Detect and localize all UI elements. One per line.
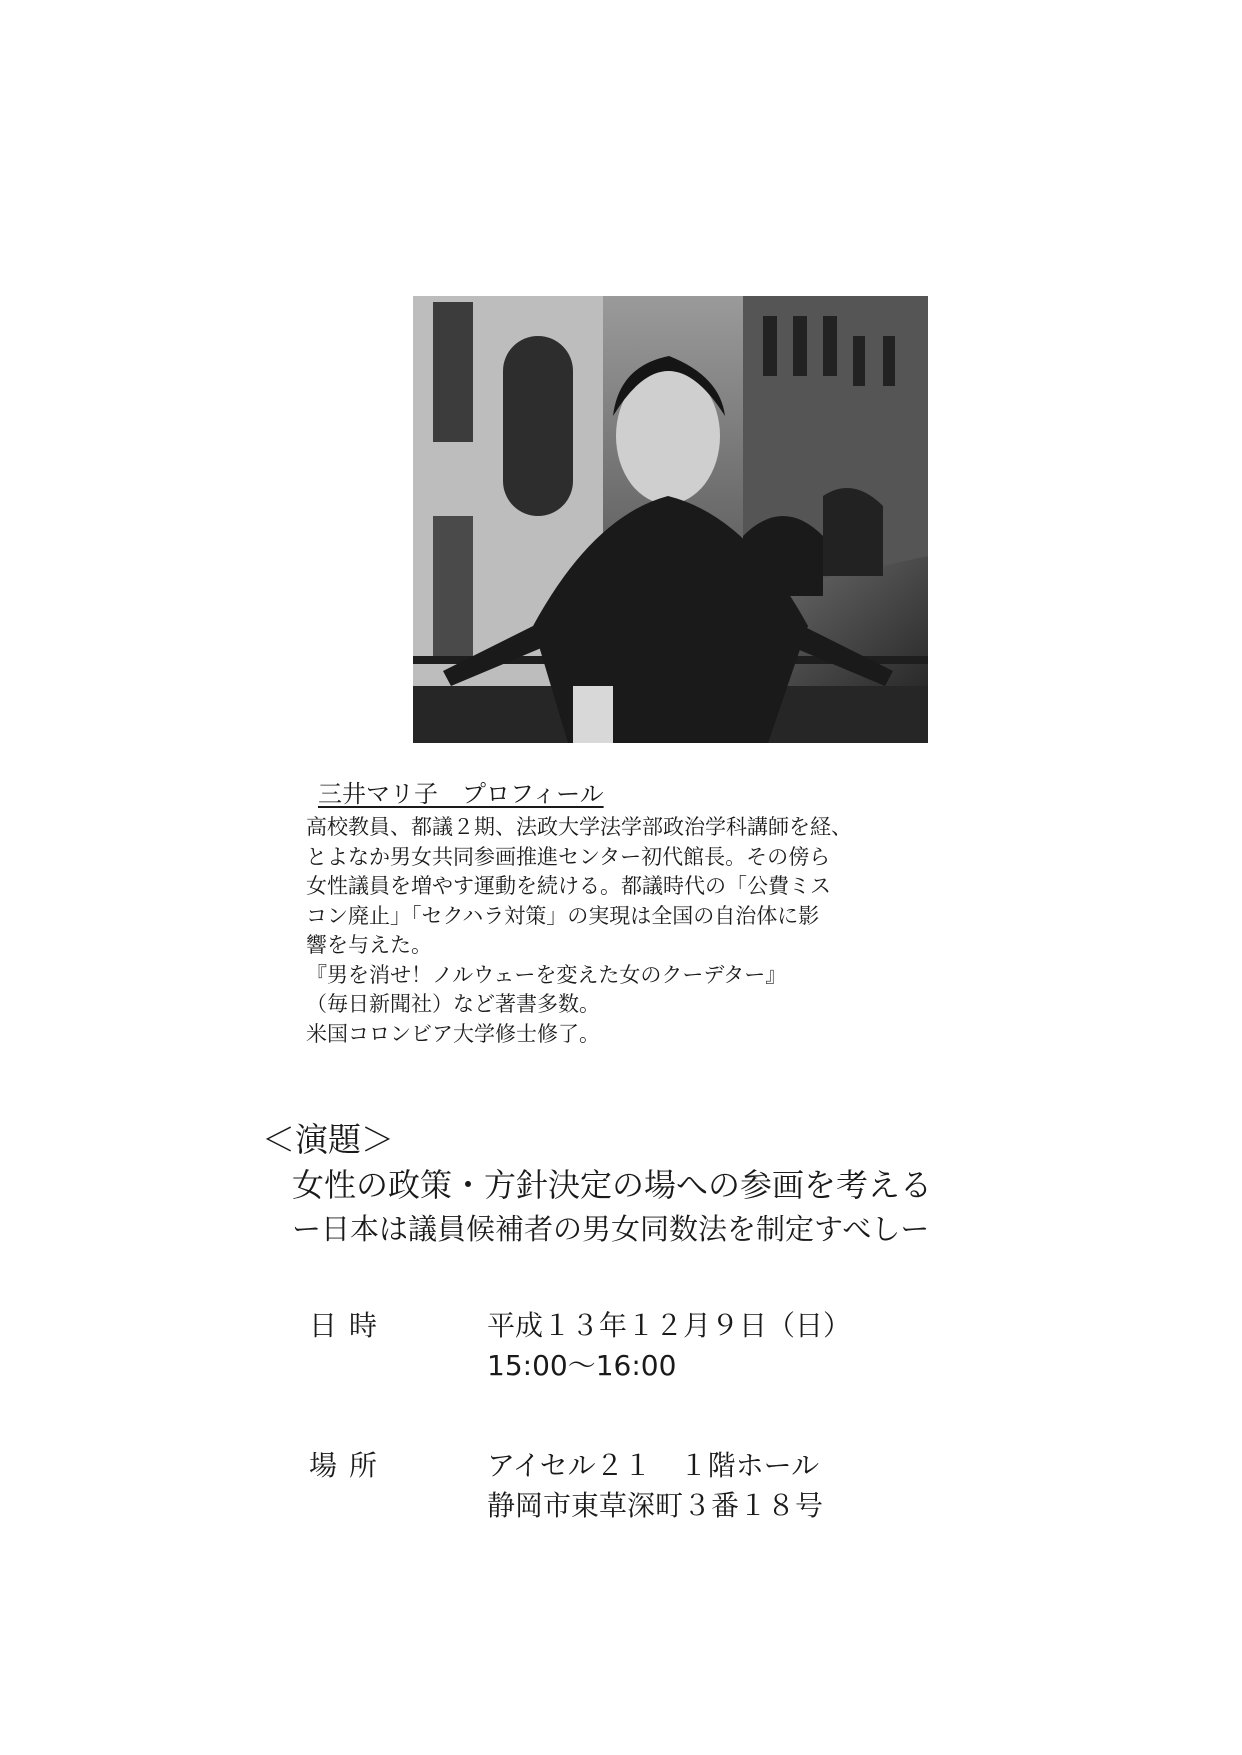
event-details [309,1306,851,1586]
date-row [309,1306,851,1386]
date-line: 平成１３年１２月９日（日） [487,1309,852,1342]
lecture-label: ＜演題＞ [262,1120,394,1159]
place-row [309,1446,851,1526]
place-label: 場所 [309,1449,390,1482]
profile-section [306,779,926,1049]
profile-line: 女性議員を増やす運動を続ける。都議時代の「公費ミス [306,874,831,898]
lecture-section [262,1118,932,1250]
date-value [487,1306,851,1386]
lecture-subtitle: ー日本は議員候補者の男女同数法を制定すべしー [292,1212,930,1246]
profile-line: コン廃止」「セクハラ対策」の実現は全国の自治体に影 [306,903,820,928]
profile-line: 『男を消せ！ノルウェーを変えた女のクーデター』 [306,962,787,987]
address-line: 静岡市東草深町３番１８号 [487,1489,824,1522]
profile-line: 高校教員、都議２期、法政大学法学部政治学科講師を経、 [306,815,852,839]
profile-line: （毎日新聞社）など著書多数。 [306,992,600,1016]
profile-heading: 三井マリ子 プロフィール [318,780,604,808]
portrait-photo-image [413,296,928,743]
portrait-photo [413,296,928,743]
date-label: 日時 [309,1309,390,1342]
place-value [487,1446,823,1526]
profile-line: 米国コロンビア大学修士修了。 [306,1021,600,1046]
profile-line: 響を与えた。 [306,933,432,957]
profile-line: とよなか男女共同参画推進センター初代館長。その傍ら [306,844,831,869]
time-line: 15:00～16:00 [487,1349,677,1382]
lecture-title: 女性の政策・方針決定の場への参画を考える [292,1166,933,1204]
venue-line: アイセル２１ １階ホール [487,1449,820,1482]
